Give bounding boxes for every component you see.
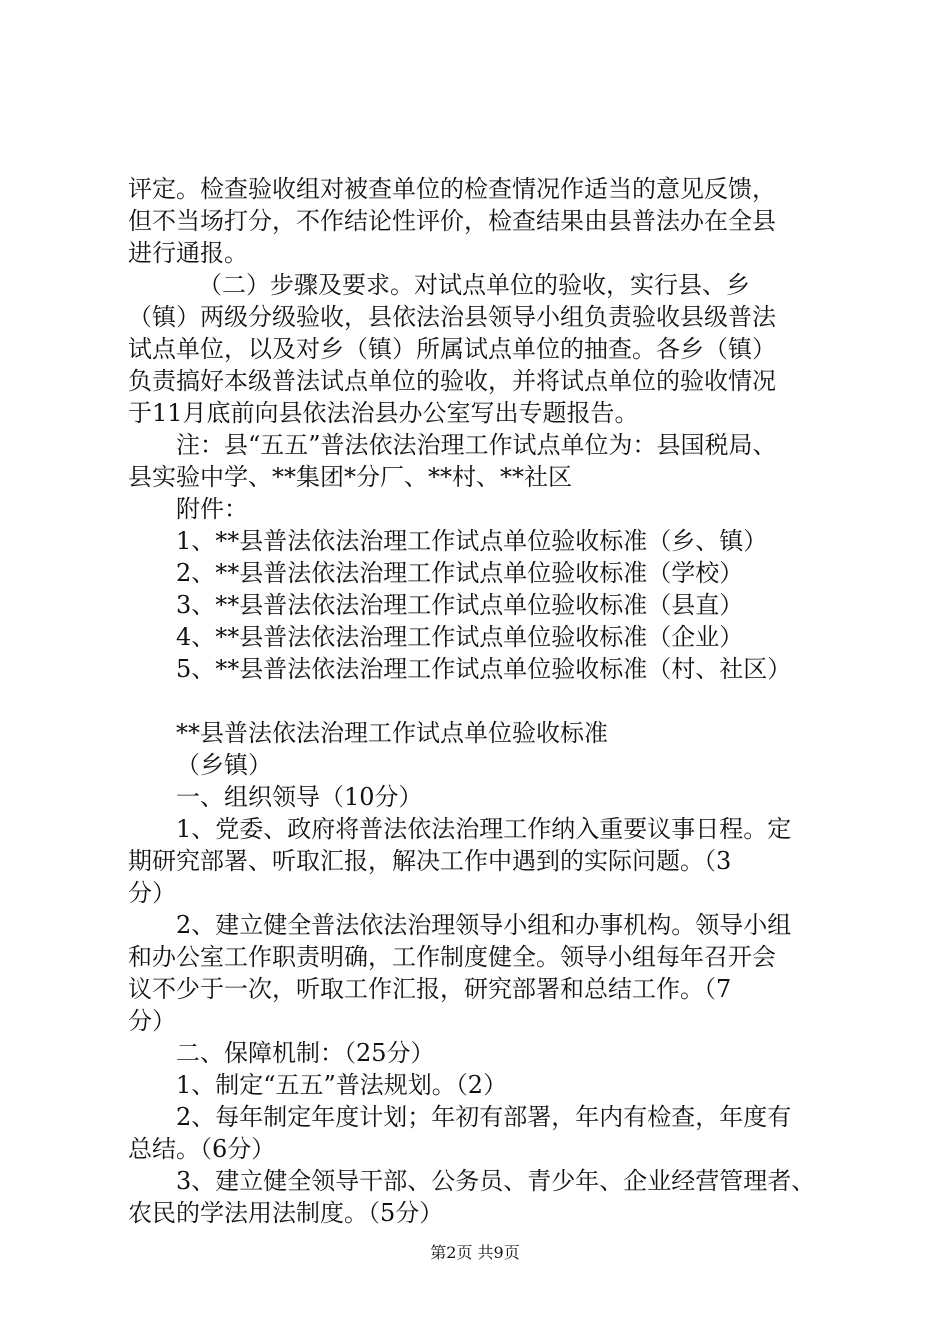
text-line-1: 评定。检查验收组对被查单位的检查情况作适当的意见反馈， — [128, 175, 776, 203]
attachment-item-1: 1、**县普法依法治理工作试点单位验收标准（乡、镇） — [176, 527, 768, 555]
text-line-22: 分） — [128, 879, 176, 907]
text-line-6: 试点单位，以及对乡（镇）所属试点单位的抽查。各乡（镇） — [128, 335, 776, 363]
text-line-9: 注：县“五五”普法依法治理工作试点单位为：县国税局、 — [176, 431, 777, 459]
text-line-24: 和办公室工作职责明确，工作制度健全。领导小组每年召开会 — [128, 943, 776, 971]
attachment-item-5: 5、**县普法依法治理工作试点单位验收标准（村、社区） — [176, 655, 792, 683]
text-line-7: 负责搞好本级普法试点单位的验收，并将试点单位的验收情况 — [128, 367, 776, 395]
text-line-32: 农民的学法用法制度。（5分） — [128, 1199, 444, 1227]
text-line-5: （镇）两级分级验收，县依法治县领导小组负责验收县级普法 — [128, 303, 776, 331]
text-line-30: 总结。（6分） — [128, 1135, 276, 1163]
text-line-26: 分） — [128, 1007, 176, 1035]
text-line-10: 县实验中学、**集团*分厂、**村、**社区 — [128, 463, 572, 491]
attachment-item-2: 2、**县普法依法治理工作试点单位验收标准（学校） — [176, 559, 744, 587]
section-title: **县普法依法治理工作试点单位验收标准 — [176, 719, 608, 747]
text-line-27: 二、保障机制：（25分） — [176, 1039, 435, 1067]
text-line-20: 1、党委、政府将普法依法治理工作纳入重要议事日程。定 — [176, 815, 792, 843]
text-line-3: 进行通报。 — [128, 239, 248, 267]
text-line-2: 但不当场打分，不作结论性评价，检查结果由县普法办在全县 — [128, 207, 776, 235]
text-line-29: 2、每年制定年度计划；年初有部署，年内有检查，年度有 — [176, 1103, 792, 1131]
text-line-8: 于11月底前向县依法治县办公室写出专题报告。 — [128, 399, 639, 427]
text-line-21: 期研究部署、听取汇报，解决工作中遇到的实际问题。（3 — [128, 847, 732, 875]
section-subtitle: （乡镇） — [176, 751, 272, 779]
page-footer: 第2页 共9页 — [430, 1243, 520, 1262]
attachment-heading: 附件： — [176, 495, 248, 523]
text-line-23: 2、建立健全普法依法治理领导小组和办事机构。领导小组 — [176, 911, 792, 939]
attachment-item-4: 4、**县普法依法治理工作试点单位验收标准（企业） — [176, 623, 744, 651]
text-line-25: 议不少于一次，听取工作汇报，研究部署和总结工作。（7 — [128, 975, 732, 1003]
attachment-item-3: 3、**县普法依法治理工作试点单位验收标准（县直） — [176, 591, 744, 619]
text-line-28: 1、制定“五五”普法规划。（2） — [176, 1071, 508, 1099]
text-line-4: （二）步骤及要求。对试点单位的验收，实行县、乡 — [198, 271, 750, 299]
text-line-31: 3、建立健全领导干部、公务员、青少年、企业经营管理者、 — [176, 1167, 816, 1195]
text-line-19: 一、组织领导（10分） — [176, 783, 423, 811]
